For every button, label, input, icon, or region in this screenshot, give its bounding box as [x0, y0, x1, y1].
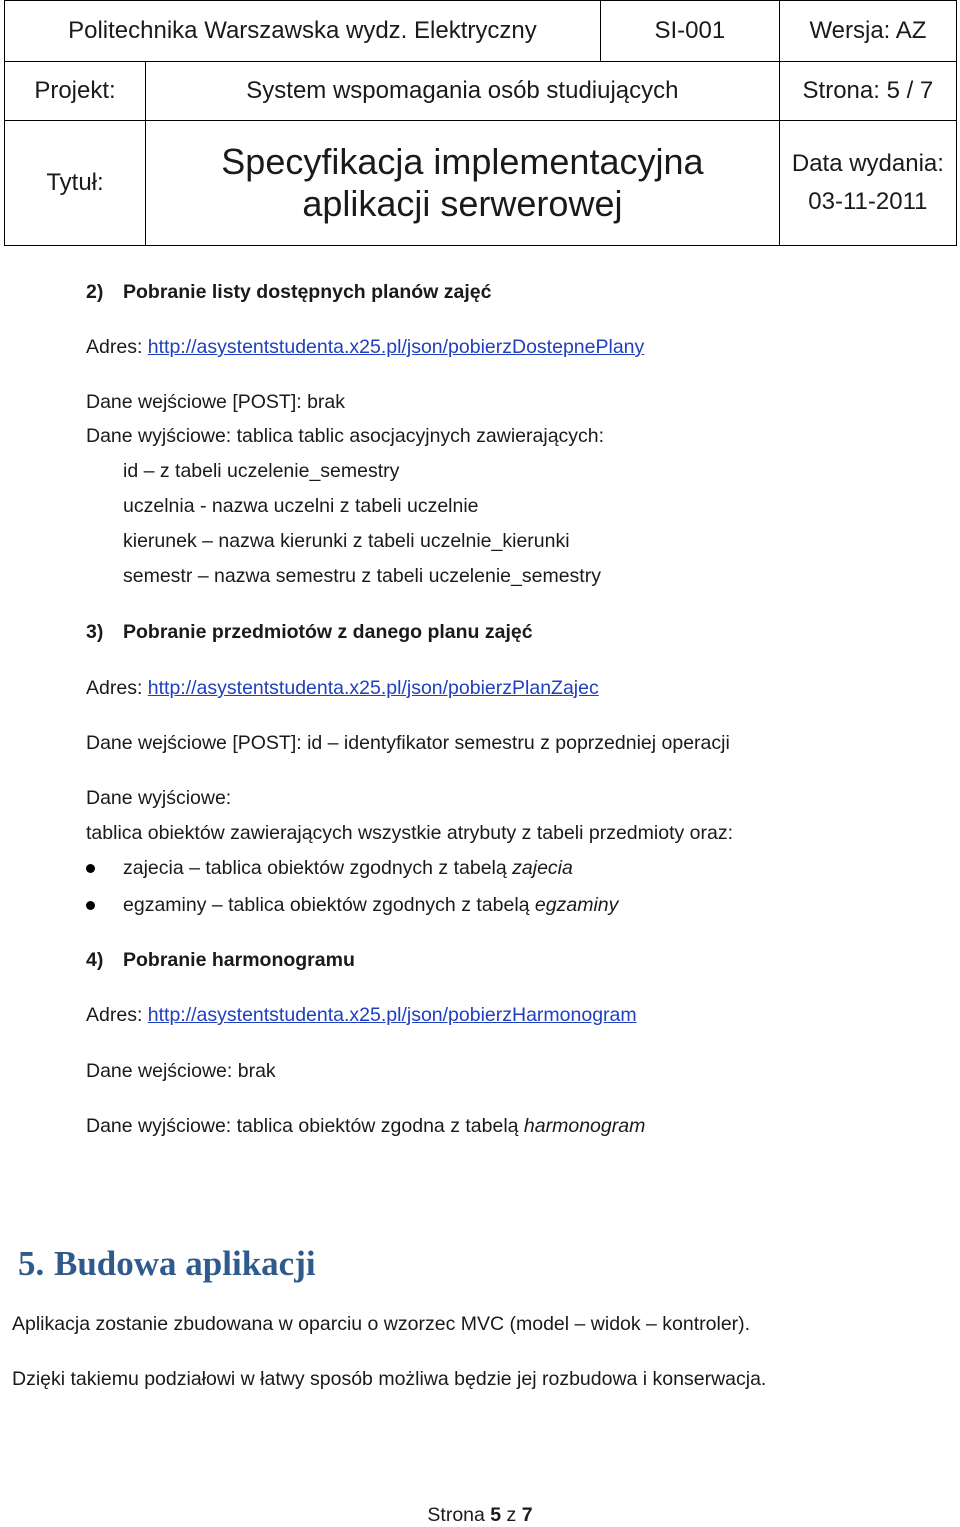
section-2-input: Dane wejściowe [POST]: brak [86, 391, 346, 413]
section-2-address [86, 336, 644, 359]
section-2-heading [86, 281, 491, 304]
footer-total-pages: 7 [521, 1504, 533, 1526]
section-3-address [86, 677, 599, 700]
date-value: 03-11-2011 [808, 188, 928, 215]
table-name: harmonogram [523, 1115, 646, 1137]
section-4-input: Dane wejściowe: brak [86, 1060, 276, 1082]
paragraph: Aplikacja zostanie zbudowana w oparciu o wzorzec MVC (model – widok – kontroler). [12, 1313, 751, 1335]
date-label: Data wydania: [791, 150, 944, 177]
chapter-title: Budowa aplikacji [54, 1244, 316, 1283]
project-label: Projekt: [5, 62, 146, 121]
title-label: Tytuł: [5, 121, 146, 246]
section-2-output: Dane wyjściowe: tablica tablic asocjacyjnych zawierających: [86, 425, 605, 447]
institution-cell: Politechnika Warszawska wydz. Elektryczny [5, 1, 601, 62]
project-name: System wspomagania osób studiujących [146, 62, 780, 121]
bullet-icon [86, 864, 95, 873]
footer-prefix: Strona [427, 1504, 491, 1526]
field-item: kierunek – nazwa kierunki z tabeli uczelnie_kierunki [123, 530, 570, 552]
title-line-2: aplikacji serwerowej [302, 183, 623, 224]
output-text: Dane wyjściowe: tablica obiektów zgodna z tabelą [86, 1115, 524, 1137]
section-4-heading [86, 949, 355, 972]
document-title [146, 121, 780, 246]
bullet-item [123, 857, 573, 880]
address-label: Adres: [86, 1004, 143, 1026]
section-title: Pobranie listy dostępnych planów zajęć [123, 281, 492, 303]
chapter-number: 5. [18, 1244, 45, 1283]
chapter-heading [18, 1244, 316, 1284]
section-3-output-desc: tablica obiektów zawierających wszystkie atrybuty z tabeli przedmioty oraz: [86, 822, 734, 844]
footer-current-page: 5 [490, 1504, 502, 1526]
section-title: Pobranie przedmiotów z danego planu zajęć [123, 621, 533, 643]
bullet-icon [86, 901, 95, 910]
endpoint-link[interactable]: http://asystentstudenta.x25.pl/json/pobierzPlanZajec [147, 677, 599, 699]
page-footer [0, 1504, 960, 1527]
section-number: 2) [86, 281, 104, 303]
bullet-text: egzaminy – tablica obiektów zgodnych z tabelą [123, 894, 535, 916]
bullet-text: zajecia – tablica obiektów zgodnych z tabelą [123, 857, 513, 879]
section-3-heading [86, 621, 533, 644]
endpoint-link[interactable]: http://asystentstudenta.x25.pl/json/pobierzDostepnePlany [147, 336, 645, 358]
section-3-output-label: Dane wyjściowe: [86, 787, 232, 809]
section-4-address [86, 1004, 637, 1027]
address-label: Adres: [86, 677, 143, 699]
title-line-1: Specyfikacja implementacyjna [221, 141, 704, 182]
field-item: id – z tabeli uczelenie_semestry [123, 460, 400, 482]
paragraph: Dzięki takiemu podziałowi w łatwy sposób możliwa będzie jej rozbudowa i konserwacja. [12, 1368, 767, 1390]
section-4-output [86, 1115, 645, 1138]
footer-sep: z [501, 1504, 522, 1526]
section-3-input: Dane wejściowe [POST]: id – identyfikator semestru z poprzedniej operacji [86, 732, 730, 754]
section-number: 4) [86, 949, 104, 971]
field-item: semestr – nazwa semestru z tabeli uczelenie_semestry [123, 565, 601, 587]
page-indicator: Strona: 5 / 7 [779, 62, 956, 121]
endpoint-link[interactable]: http://asystentstudenta.x25.pl/json/pobierzHarmonogram [147, 1004, 637, 1026]
field-item: uczelnia - nazwa uczelni z tabeli uczelnie [123, 495, 479, 517]
table-name: zajecia [512, 857, 573, 879]
document-header [4, 0, 957, 246]
issue-date-cell [779, 121, 956, 246]
version-cell: Wersja: AZ [779, 1, 956, 62]
section-number: 3) [86, 621, 104, 643]
section-title: Pobranie harmonogramu [123, 949, 355, 971]
address-label: Adres: [86, 336, 143, 358]
bullet-item [123, 894, 618, 917]
doc-code-cell: SI-001 [600, 1, 779, 62]
table-name: egzaminy [534, 894, 619, 916]
